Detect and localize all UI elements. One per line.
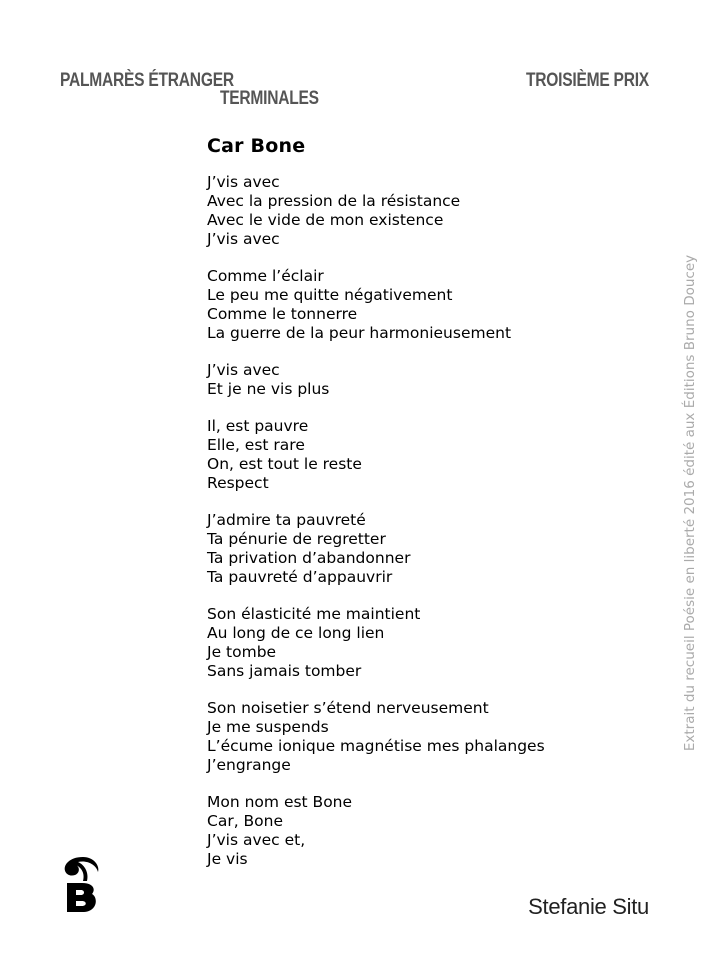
poem-line: Sans jamais tomber [207, 662, 362, 680]
poem-line: Et je ne vis plus [207, 380, 330, 398]
stanza [207, 699, 647, 775]
poem-line: Respect [207, 474, 269, 492]
poem-line: Comme l’éclair [207, 267, 324, 285]
poem-line: La guerre de la peur harmonieusement [207, 324, 512, 342]
bruno-doucey-logo-icon [58, 856, 108, 916]
poem-line: Le peu me quitte négativement [207, 286, 453, 304]
stanza [207, 793, 647, 869]
poem-line: Mon nom est Bone [207, 793, 353, 811]
stanza [207, 511, 647, 587]
poem-line: Je tombe [207, 643, 277, 661]
poem-body [207, 173, 647, 869]
poem [207, 135, 647, 887]
stanza [207, 173, 647, 249]
poem-line: J’admire ta pauvreté [207, 511, 366, 529]
poem-line: J’engrange [207, 756, 291, 774]
author-name: Stefanie Situ [528, 894, 649, 919]
poem-line: J’vis avec et, [207, 831, 306, 849]
poem-line: Je me suspends [207, 718, 329, 736]
poem-line: Son élasticité me maintient [207, 605, 421, 623]
poem-line: Ta pauvreté d’appauvrir [207, 568, 393, 586]
poem-line: Il, est pauvre [207, 417, 309, 435]
poem-line: Comme le tonnerre [207, 305, 358, 323]
poem-line: J’vis avec [207, 173, 280, 191]
stanza [207, 417, 647, 493]
poem-line: Avec le vide de mon existence [207, 211, 444, 229]
prize-label: TROISIÈME PRIX [526, 70, 649, 91]
category-label: PALMARÈS ÉTRANGER [60, 70, 234, 91]
poem-line: L’écume ionique magnétise mes phalanges [207, 737, 545, 755]
sidebar-note: Extrait du recueil Poésie en liberté 2016 édité aux Éditions Bruno Doucey [682, 254, 698, 752]
poem-line: Son noisetier s’étend nerveusement [207, 699, 489, 717]
poem-line: J’vis avec [207, 361, 280, 379]
poem-line: On, est tout le reste [207, 455, 362, 473]
poem-line: Au long de ce long lien [207, 624, 385, 642]
poem-line: J’vis avec [207, 230, 280, 248]
poem-line: Ta privation d’abandonner [207, 549, 411, 567]
poem-line: Elle, est rare [207, 436, 305, 454]
stanza [207, 605, 647, 681]
level-label: TERMINALES [220, 88, 319, 109]
poem-line: Avec la pression de la résistance [207, 192, 461, 210]
poem-title: Car Bone [207, 135, 306, 157]
poem-line: Ta pénurie de regretter [207, 530, 386, 548]
poem-line: Je vis [207, 850, 248, 868]
poem-line: Car, Bone [207, 812, 284, 830]
stanza [207, 267, 647, 343]
stanza [207, 361, 647, 399]
